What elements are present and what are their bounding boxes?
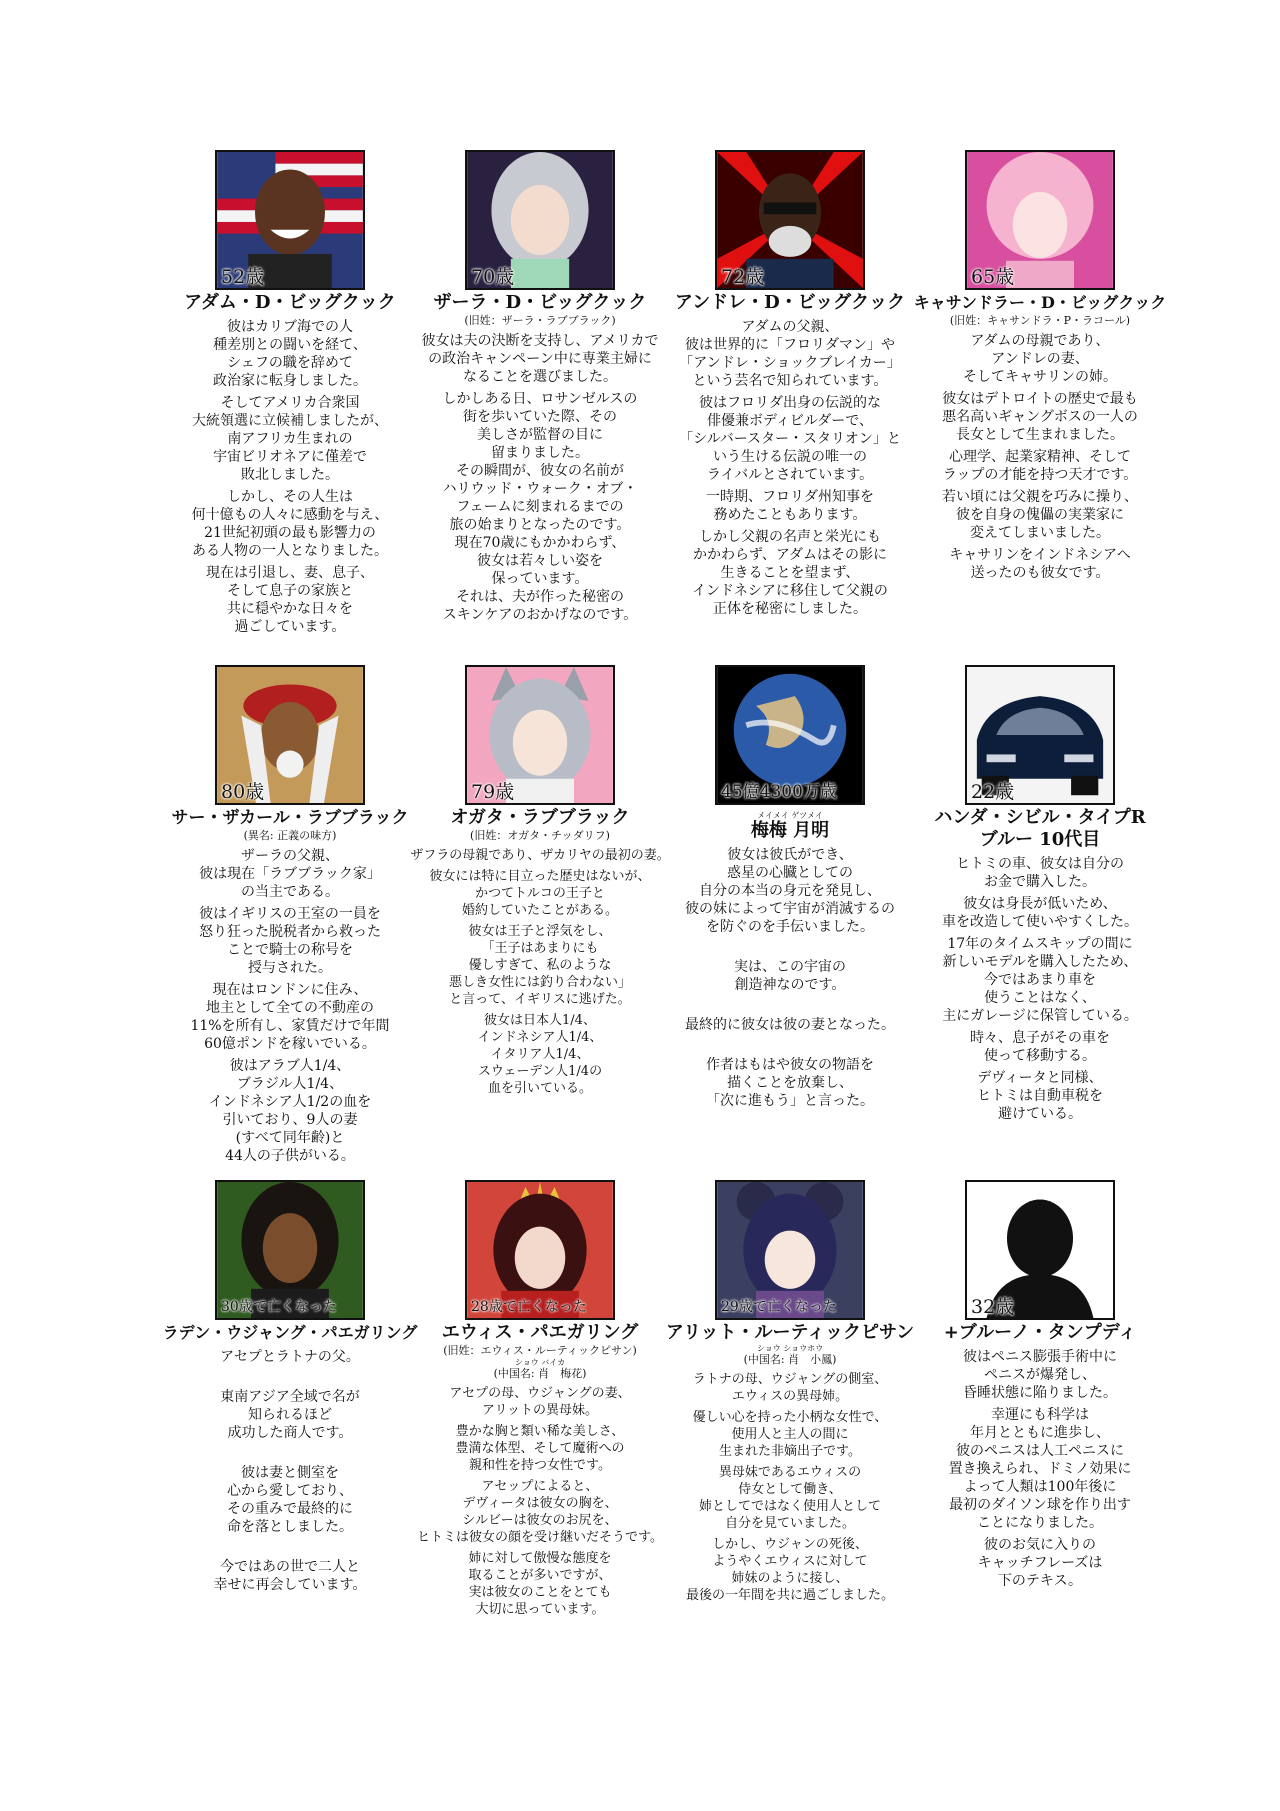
portrait-image (965, 665, 1115, 805)
desc-paragraph: 一時期、フロリダ州知事を 務めたこともあります。 (706, 489, 874, 523)
character-card-meimei (660, 665, 920, 1114)
age-label: 30歳で亡くなった (221, 1299, 337, 1315)
character-description (660, 318, 920, 618)
character-card-zakar (160, 665, 420, 1169)
age-label: 45億4300万歳 (721, 782, 837, 802)
desc-paragraph: 17年のタイムスキップの間に 新しいモデルを購入したため、 今ではあまり車を 使うことはなく、 主にガレージに保管している。 (942, 936, 1138, 1024)
desc-paragraph: 作者はもはや彼女の物語を 描くことを放棄し、 「次に進もう」と言った。 (706, 1057, 874, 1109)
desc-paragraph: しかし、ウジャンの死後、 ようやくエウィスに対して 姉妹のように接し、 最後の一年間を共に過ごしました。 (685, 1537, 894, 1603)
desc-paragraph: 彼女は王子と浮気をし、 「王子はあまりにも 優しすぎて、私のような 悪しき女性には釣り合わない」 と言って、イギリスに逃げた。 (448, 924, 631, 1007)
desc-paragraph: そしてアメリカ合衆国 大統領選に立候補しましたが、 南アフリカ生まれの 宇宙ビリオネアに僅差で 敗北しました。 (192, 395, 388, 483)
portrait-image (215, 150, 365, 290)
desc-paragraph: 彼はイギリスの王室の一員を 怒り狂った脱税者から救った ことで騎士の称号を 授与された。 (199, 906, 381, 976)
age-label: 32歳 (971, 1296, 1015, 1318)
character-name: ハンダ・シビル・タイプR ブルー 10代目 (934, 807, 1146, 850)
desc-paragraph: アダムの父親、 彼は世界的に「フロリダマン」や 「アンドレ・ショックブレイカー」 という芸名で知られています。 (679, 319, 901, 389)
desc-paragraph: ヒトミの車、彼女は自分の お金で購入した。 (956, 856, 1124, 890)
character-description (910, 855, 1170, 1123)
character-name: エウィス・パエガリング (441, 1322, 639, 1343)
desc-paragraph: 時々、息子がその車を 使って移動する。 (970, 1030, 1110, 1064)
desc-paragraph: 実は、この宇宙の 創造神なのです。 (734, 959, 846, 993)
maiden-name: (旧姓：オガタ・チッダリフ) (470, 829, 610, 842)
desc-paragraph: 彼のお気に入りの キャッチフレーズは 下のテキス。 (977, 1537, 1103, 1589)
desc-paragraph: 心理学、起業家精神、そして ラップの才能を持つ天才です。 (942, 449, 1138, 483)
desc-paragraph: 姉に対して傲慢な態度を 取ることが多いですが、 実は彼女のことをとても 大切に思っています。 (468, 1551, 612, 1617)
character-description (660, 846, 920, 1110)
chinese-name: (中国名: 肖 小鳳) (743, 1353, 837, 1366)
desc-paragraph: 彼女は身長が低いため、 車を改造して使いやすくした。 (942, 896, 1138, 930)
desc-paragraph: アダムの母親であり、 アンドレの妻、 そしてキャサリンの姉。 (963, 333, 1117, 385)
character-name: アンドレ・D・ビッグクック (674, 292, 906, 313)
character-description (910, 1348, 1170, 1590)
character-card-honda (910, 665, 1170, 1127)
desc-paragraph: 彼はアラブ人1/4、 ブラジル人1/4、 インドネシア人1/2の血を 引いており、9人の妻 (すべて同年齢)と 44人の子供がいる。 (208, 1058, 372, 1164)
desc-paragraph: 幸運にも科学は 年月とともに進歩し、 彼のペニスは人工ペニスに 置き換えられ、ドミノ効果に よって人類は100年後に 最初のダイソン球を作り出す ことになりました。 (948, 1407, 1132, 1531)
desc-paragraph: 最終的に彼女は彼の妻となった。 (685, 1017, 895, 1033)
character-description (410, 1385, 670, 1618)
portrait-image (715, 1180, 865, 1320)
character-description (160, 1348, 420, 1594)
desc-paragraph: 若い頃には父親を巧みに操り、 彼を自身の傀儡の実業家に 変えてしまいました。 (942, 489, 1138, 541)
character-description (910, 332, 1170, 582)
chinese-name-furigana: ショウ ショウホウ (756, 1344, 824, 1353)
age-label: 79歳 (471, 781, 515, 803)
desc-paragraph: ラトナの母、ウジャングの側室、 エウィスの異母姉。 (692, 1372, 888, 1404)
character-name: +ブルーノ・タンプディ (943, 1322, 1137, 1343)
portrait-image (465, 1180, 615, 1320)
desc-paragraph: ザフラの母親であり、ザカリヤの最初の妻。 (410, 848, 670, 863)
desc-paragraph: しかし、その人生は 何十億もの人々に感動を与え、 21世紀初頭の最も影響力の ある人物の一人となりました。 (191, 489, 389, 559)
desc-paragraph: アセップによると、 デヴィータは彼女の胸を、 シルビーは彼女のお尻を、 ヒトミは彼女の顔を受け継いだそうです。 (417, 1479, 663, 1545)
character-name: アリット・ルーティックピサン (665, 1322, 915, 1343)
character-name: ラデン・ウジャング・パエガリング (162, 1323, 418, 1342)
desc-paragraph: デヴィータと同様、 ヒトミは自動車税を 避けている。 (977, 1070, 1103, 1122)
character-card-andre (660, 150, 920, 622)
character-name: アダム・D・ビッグクック (184, 292, 396, 313)
portrait-image (465, 665, 615, 805)
portrait-image (215, 1180, 365, 1320)
maiden-name: (旧姓：ザーラ・ラブブラック) (464, 314, 616, 327)
desc-paragraph: 彼はフロリダ出身の伝説的な 俳優兼ボディビルダーで、 「シルバースター・スタリオン」と いう生ける伝説の唯一の ライバルとされています。 (679, 395, 901, 483)
character-description (410, 332, 670, 624)
portrait-image (965, 150, 1115, 290)
character-card-adam (160, 150, 420, 640)
desc-paragraph: 今ではあの世で二人と 幸せに再会しています。 (213, 1559, 367, 1593)
desc-paragraph: 彼はペニス膨張手術中に ペニスが爆発し、 昏睡状態に陥りました。 (963, 1349, 1117, 1401)
desc-paragraph: 東南アジア全域で名が 知られるほど 成功した商人です。 (220, 1389, 360, 1441)
name-furigana: メイメイ ゲツメイ (757, 811, 823, 820)
portrait-image (965, 1180, 1115, 1320)
desc-paragraph: キャサリンをインドネシアへ 送ったのも彼女です。 (949, 547, 1131, 581)
chinese-name-furigana: ショウ バイカ (514, 1358, 566, 1367)
desc-paragraph: 豊かな胸と類い稀な美しさ、 豊満な体型、そして魔術への 親和性を持つ女性です。 (455, 1424, 625, 1473)
age-label: 72歳 (721, 266, 765, 288)
age-label: 70歳 (471, 266, 515, 288)
desc-paragraph: 彼は妻と側室を 心から愛しており、 その重みで最終的に 命を落としました。 (227, 1465, 353, 1535)
character-name: オガタ・ラブブラック (450, 807, 630, 828)
desc-paragraph: 優しい心を持った小柄な女性で、 使用人と主人の間に 生まれた非嫡出子です。 (692, 1410, 888, 1459)
age-label: 22歳 (971, 781, 1015, 803)
character-card-cassandra (910, 150, 1170, 586)
maiden-name: (旧姓：エウィス・ルーティックピサン) (443, 1344, 637, 1357)
desc-paragraph: 彼女は夫の決断を支持し、アメリカで の政治キャンペーン中に専業主婦に なることを選びました。 (421, 333, 659, 385)
character-name: キャサンドラー・D・ビッグクック (913, 293, 1167, 312)
character-name: 梅梅 月明 (750, 820, 830, 841)
age-label: 65歳 (971, 266, 1015, 288)
portrait-image (215, 665, 365, 805)
desc-paragraph: しかしある日、ロサンゼルスの 街を歩いていた際、その 美しさが監督の目に 留まりました。 その瞬間が、彼女の名前が ハリウッド・ウォーク・オブ・ フェームに刻まれるまでの 旅の始まりとなったのです。 現在70歳にもかかわらず、 彼女は若々しい姿を 保っています。 それは、夫が作った秘密の スキンケアのおかげなのです。 (442, 391, 638, 623)
age-label: 52歳 (221, 266, 265, 288)
character-card-bruno (910, 1180, 1170, 1594)
character-card-raden (160, 1180, 420, 1598)
desc-paragraph: 彼女は日本人1/4、 インドネシア人1/4、 イタリア人1/4、 スウェーデン人1/4の 血を引いている。 (477, 1013, 603, 1096)
desc-paragraph: アセプとラトナの父。 (220, 1349, 360, 1365)
character-card-zahra (410, 150, 670, 628)
character-card-ogata (410, 665, 670, 1101)
desc-paragraph: 彼女はデトロイトの歴史で最も 悪名高いギャングボスの一人の 長女として生まれました。 (942, 391, 1138, 443)
desc-paragraph: アセプの母、ウジャングの妻、 アリットの異母妹。 (449, 1386, 631, 1418)
character-card-ewis (410, 1180, 670, 1622)
portrait-image (715, 665, 865, 805)
maiden-name: (旧姓：キャサンドラ・P・ラコール) (949, 314, 1131, 327)
character-name: サー・ザカール・ラブブラック (171, 808, 409, 828)
desc-paragraph: しかし父親の名声と栄光にも かかわらず、アダムはその影に 生きることを望まず、 インドネシアに移住して父親の 正体を秘密にしました。 (692, 529, 888, 617)
character-description (660, 1371, 920, 1604)
character-description (160, 318, 420, 636)
character-description (160, 847, 420, 1165)
desc-paragraph: 彼はカリブ海での人 種差別との闘いを経て、 シェフの職を辞めて 政治家に転身しました。 (213, 319, 367, 389)
desc-paragraph: 異母妹であるエウィスの 侍女として働き、 姉としてではなく使用人として 自分を見ていました。 (698, 1465, 881, 1531)
character-card-alit (660, 1180, 920, 1608)
portrait-image (715, 150, 865, 290)
portrait-image (465, 150, 615, 290)
desc-paragraph: 彼女は彼氏ができ、 惑星の心臓としての 自分の本当の身元を発見し、 彼の妹によって宇宙が消滅するの を防ぐのを手伝いました。 (685, 847, 895, 935)
desc-paragraph: 現在はロンドンに住み、 地主として全ての不動産の 11%を所有し、家賃だけで年間 60億ポンドを稼いでいる。 (190, 982, 390, 1052)
age-label: 80歳 (221, 781, 265, 803)
chinese-name: (中国名: 肖 梅花) (493, 1367, 587, 1380)
age-label: 28歳で亡くなった (471, 1299, 587, 1315)
desc-paragraph: ザーラの父親、 彼は現在「ラブブラック家」 の当主である。 (199, 848, 381, 900)
alias: (異名: 正義の味方) (243, 829, 337, 842)
age-label: 29歳で亡くなった (721, 1299, 837, 1315)
desc-paragraph: 現在は引退し、妻、息子、 そして息子の家族と 共に穏やかな日々を 過ごしています。 (206, 565, 374, 635)
character-description (410, 847, 670, 1097)
character-name: ザーラ・D・ビッグクック (433, 292, 647, 313)
desc-paragraph: 彼女には特に目立った歴史はないが、 かつてトルコの王子と 婚約していたことがある。 (429, 869, 651, 918)
